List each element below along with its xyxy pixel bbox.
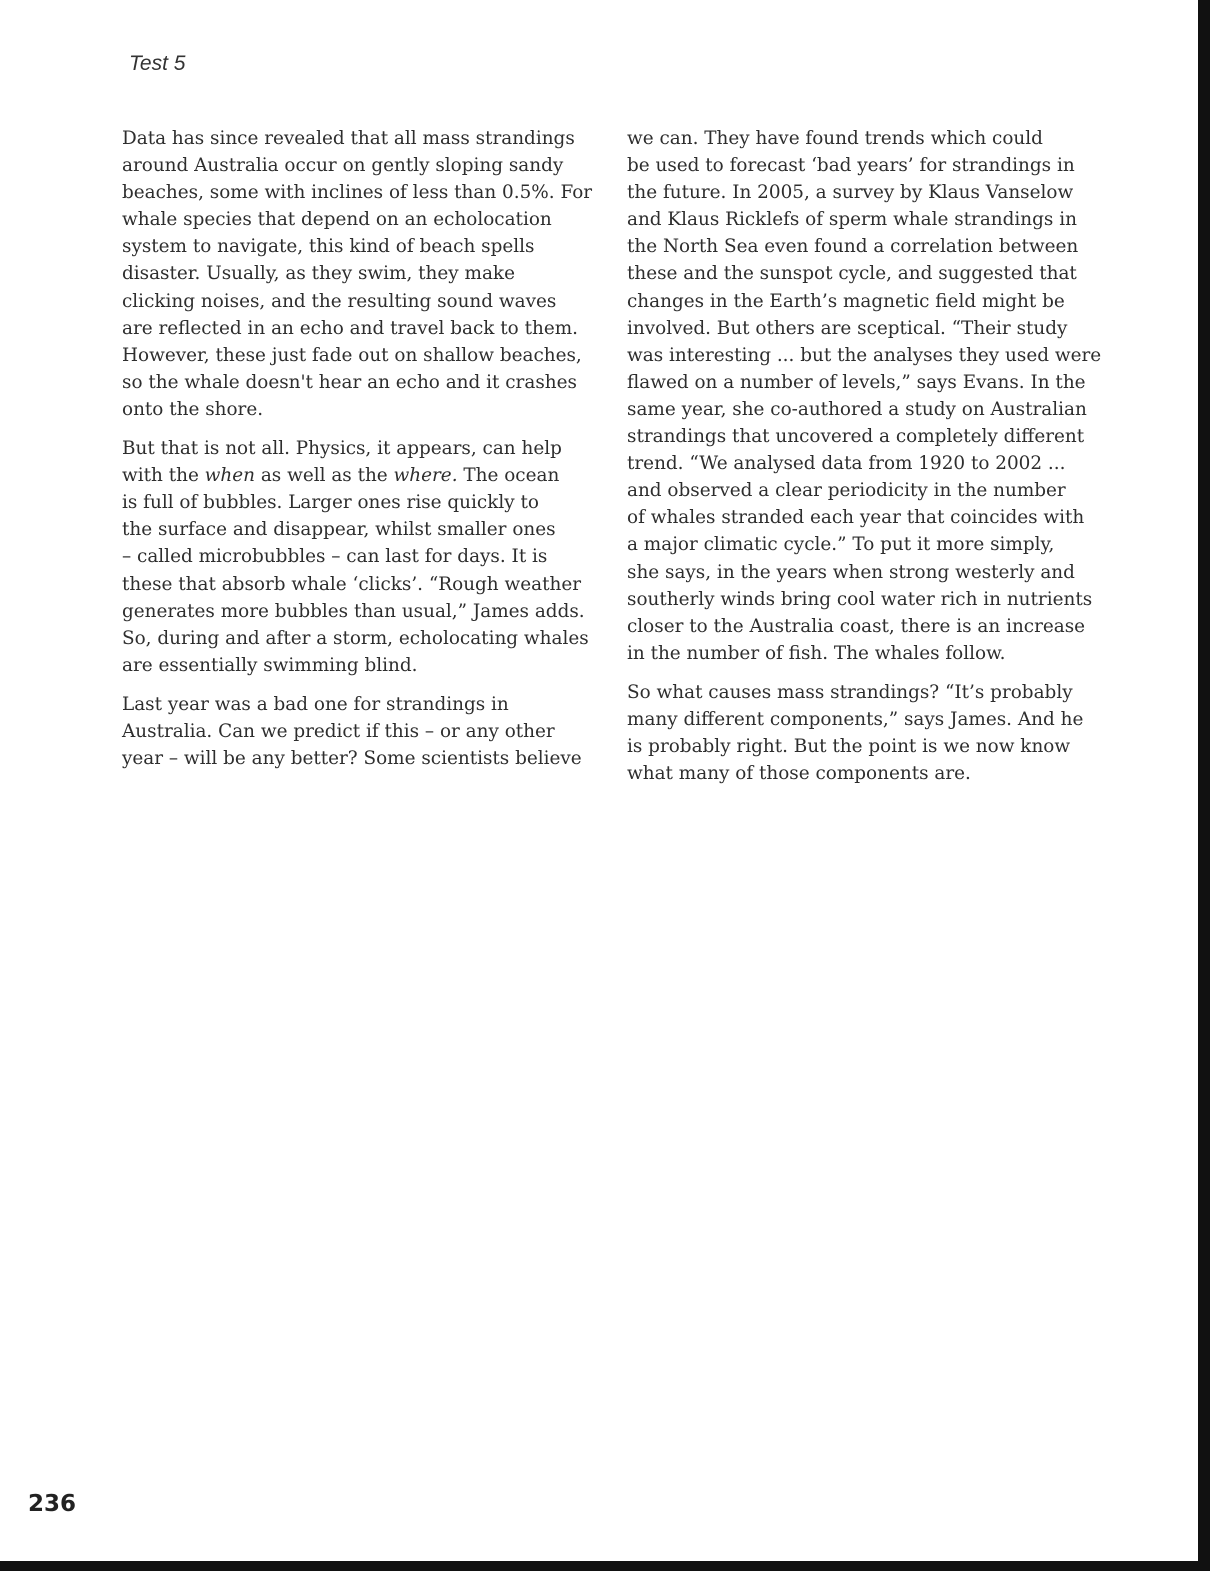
emphasis-when: when	[204, 465, 255, 487]
text-line: southerly winds bring cool water rich in nutrients	[627, 588, 1093, 610]
text-line: closer to the Australia coast, there is an increase	[627, 615, 1086, 637]
text-line	[122, 462, 612, 489]
text-line: are essentially swimming blind.	[122, 654, 418, 676]
scan-edge-right	[1198, 0, 1210, 1571]
text-line: whale species that depend on an echolocation	[122, 209, 552, 231]
scan-edge-bottom	[0, 1561, 1210, 1571]
text-line: year – will be any better? Some scientists believe	[122, 748, 582, 770]
page-number: 236	[28, 1491, 77, 1517]
text-line: So what causes mass strandings? “It’s probably	[627, 681, 1073, 703]
text-line: was interesting ... but the analyses they used were	[627, 344, 1102, 366]
left-column	[122, 125, 612, 784]
text-fragment: with the	[122, 465, 205, 487]
text-line: trend. “We analysed data from 1920 to 2002 ...	[627, 453, 1066, 475]
text-line: a major climatic cycle.” To put it more simply,	[627, 534, 1055, 556]
text-line: clicking noises, and the resulting sound waves	[122, 290, 557, 312]
text-line: Last year was a bad one for strandings in	[122, 693, 509, 715]
text-line: so the whale doesn't hear an echo and it crashes	[122, 371, 577, 393]
text-line: disaster. Usually, as they swim, they make	[122, 263, 515, 285]
right-paragraph-1	[627, 125, 1121, 667]
text-line: onto the shore.	[122, 398, 264, 420]
text-line: beaches, some with inclines of less than 0.5%. For	[122, 182, 593, 204]
right-column	[627, 125, 1121, 799]
text-fragment: as well as the	[255, 465, 394, 487]
left-paragraph-3	[122, 691, 612, 772]
text-line: in the number of fish. The whales follow.	[627, 642, 1006, 664]
text-line: of whales stranded each year that coincides with	[627, 507, 1085, 529]
text-line: flawed on a number of levels,” says Evans. In the	[627, 371, 1086, 393]
text-fragment: The ocean	[457, 465, 560, 487]
text-line: Data has since revealed that all mass strandings	[122, 128, 575, 149]
text-line: what many of those components are.	[627, 763, 971, 785]
text-line: we can. They have found trends which could	[627, 128, 1043, 149]
text-line: involved. But others are sceptical. “Their study	[627, 317, 1068, 339]
text-line: she says, in the years when strong westerly and	[627, 561, 1075, 583]
text-line: be used to forecast ‘bad years’ for strandings in	[627, 155, 1075, 177]
text-line: the North Sea even found a correlation between	[627, 236, 1079, 258]
text-line: strandings that uncovered a completely different	[627, 426, 1085, 448]
text-line: However, these just fade out on shallow beaches,	[122, 344, 582, 366]
text-line: same year, she co-authored a study on Australian	[627, 398, 1087, 420]
text-line: – called microbubbles – can last for days. It is	[122, 546, 548, 568]
text-line: system to navigate, this kind of beach spells	[122, 236, 535, 258]
text-line: So, during and after a storm, echolocating whales	[122, 627, 589, 649]
text-line: generates more bubbles than usual,” James adds.	[122, 600, 585, 622]
emphasis-where: where.	[393, 465, 458, 487]
text-line: Australia. Can we predict if this – or any other	[122, 720, 555, 742]
text-line: But that is not all. Physics, it appears, can help	[122, 438, 562, 460]
text-line: is probably right. But the point is we now know	[627, 736, 1071, 758]
text-line: and Klaus Ricklefs of sperm whale strandings in	[627, 209, 1077, 231]
left-paragraph-2	[122, 435, 612, 679]
left-paragraph-1	[122, 125, 612, 423]
text-line: these that absorb whale ‘clicks’. “Rough weather	[122, 573, 581, 595]
right-paragraph-2	[627, 679, 1121, 787]
running-header: Test 5	[129, 52, 186, 75]
text-line: many different components,” says James. And he	[627, 708, 1084, 730]
text-line: the surface and disappear, whilst smaller ones	[122, 519, 556, 541]
text-line: the future. In 2005, a survey by Klaus Vanselow	[627, 182, 1074, 204]
text-line: and observed a clear periodicity in the number	[627, 480, 1066, 502]
text-line: these and the sunspot cycle, and suggested that	[627, 263, 1077, 285]
text-line: changes in the Earth’s magnetic field might be	[627, 290, 1065, 312]
text-line: around Australia occur on gently sloping sandy	[122, 155, 564, 177]
text-line: is full of bubbles. Larger ones rise quickly to	[122, 492, 539, 514]
text-line: are reflected in an echo and travel back to them.	[122, 317, 578, 339]
